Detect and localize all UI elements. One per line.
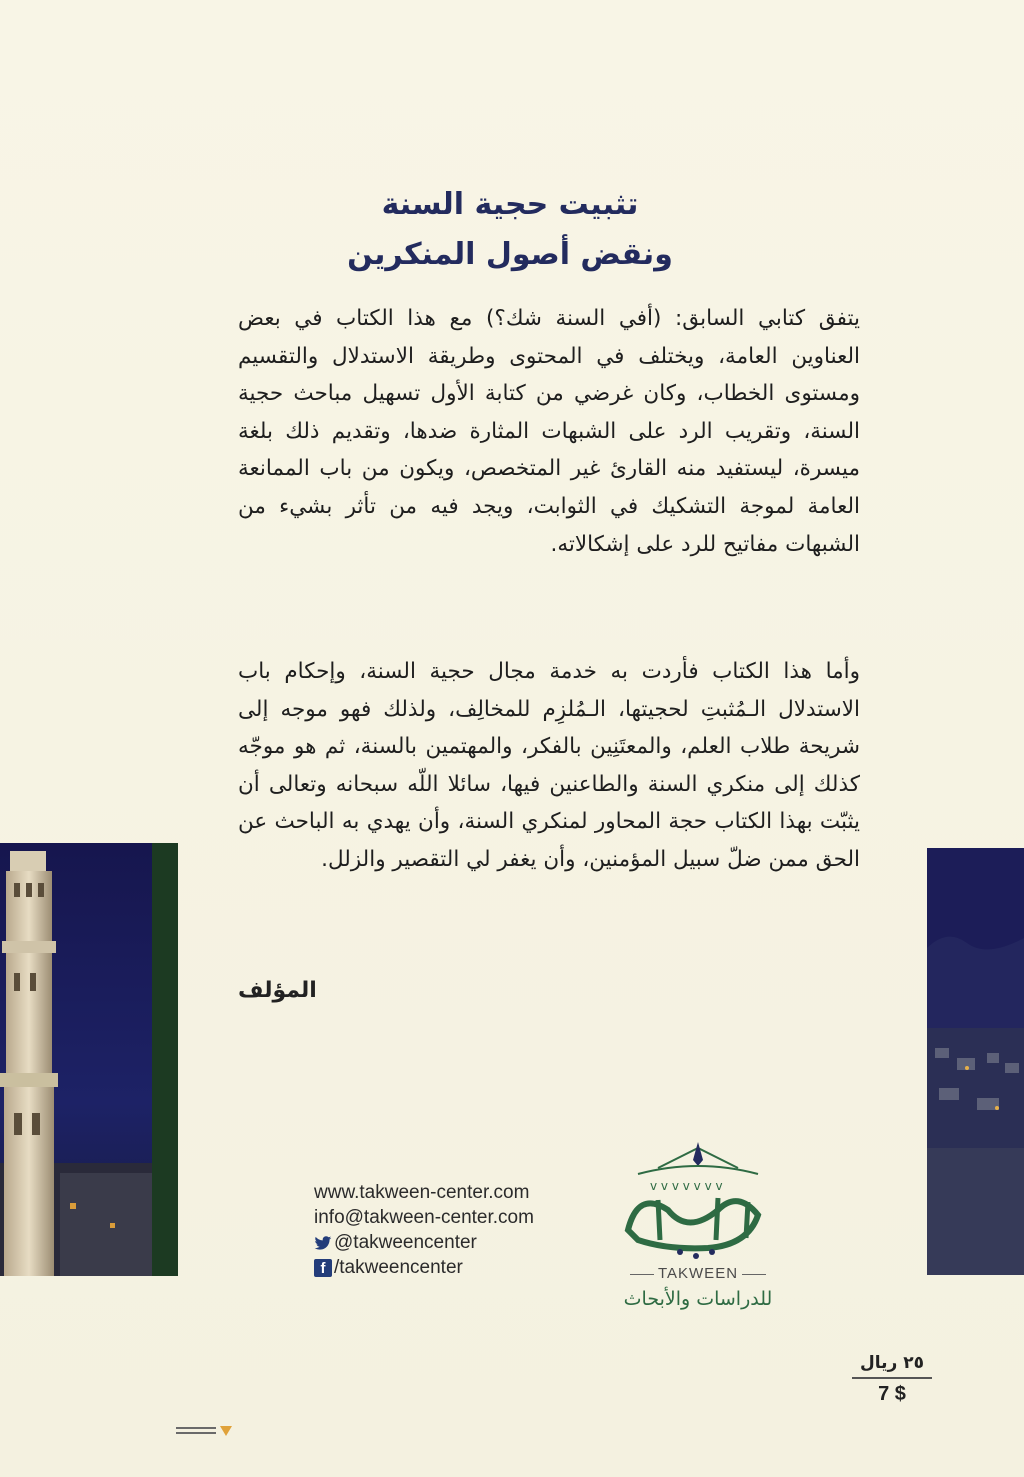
publisher-contacts [314,1180,534,1280]
price-box [852,1353,932,1406]
blurb-paragraph-1: يتفق كتابي السابق: (أفي السنة شك؟) مع هذا الكتاب في بعض العناوين العامة، ويختلف في المحتوى وطريقة الاستدلال والتقسيم ومستوى الخطاب، وكان غرضي من كتابة الأول تسهيل مباحث حجية السنة، وتقريب الرد على الشبهات المثارة ضدها، وتقديم ذلك بلغة ميسرة، ليستفيد منه القارئ غير المتخصص، ويكون من باب الممانعة العامة لموجة التشكيك في الثوابت، ويجد فيه من تأثر بشيء من الشبهات مفاتيح للرد على إشكالاته. [238,306,860,557]
svg-text:v v v v v v v: v v v v v v v [650,1179,723,1193]
takween-logo [598,1140,798,1310]
email-link[interactable]: info@takween-center.com [314,1207,534,1228]
minaret-photo [0,843,178,1276]
author-signature: المؤلف [238,978,317,1003]
twitter-icon [314,1234,332,1252]
facebook-row[interactable] [314,1255,534,1280]
title-line-1: تثبيت حجية السنة [381,187,639,222]
designer-mark [176,1423,236,1437]
email-row[interactable] [314,1205,534,1230]
website-link[interactable]: www.takween-center.com [314,1182,530,1203]
twitter-handle[interactable]: @takweencenter [334,1232,477,1253]
logo-english-name: TAKWEEN [598,1265,798,1282]
facebook-icon: f [314,1259,332,1277]
book-title [240,180,780,280]
twitter-row[interactable] [314,1230,534,1255]
logo-arabic-tagline: للدراسات والأبحاث [623,1288,773,1310]
price-sar: ٢٥ ريال [852,1353,932,1379]
blurb-paragraph-2: وأما هذا الكتاب فأردت به خدمة مجال حجية السنة، وإحكام باب الاستدلال الـمُثبتِ لحجيتها، الـمُلزِم للمخالِف، ولذلك فهو موجه إلى شريحة طلاب العلم، والمعتَنِين بالفكر، والمهتمين بالسنة، ثم هو موجّه كذلك إلى منكري السنة والطاعنين فيها، سائلا اللّه سبحانه وتعالى أن يثبّت بهذا الكتاب حجة المحاور لمنكري السنة، وأن يهدي به الباحث عن الحق ممن ضلّ سبيل المؤمنين، وأن يغفر لي التقصير والزلل. [238,659,860,872]
website-row[interactable] [314,1180,534,1205]
facebook-handle[interactable]: /takweencenter [334,1257,463,1278]
title-line-2: ونقض أصول المنكرين [347,237,673,272]
price-usd: 7 $ [878,1383,906,1405]
city-photo [927,848,1024,1275]
